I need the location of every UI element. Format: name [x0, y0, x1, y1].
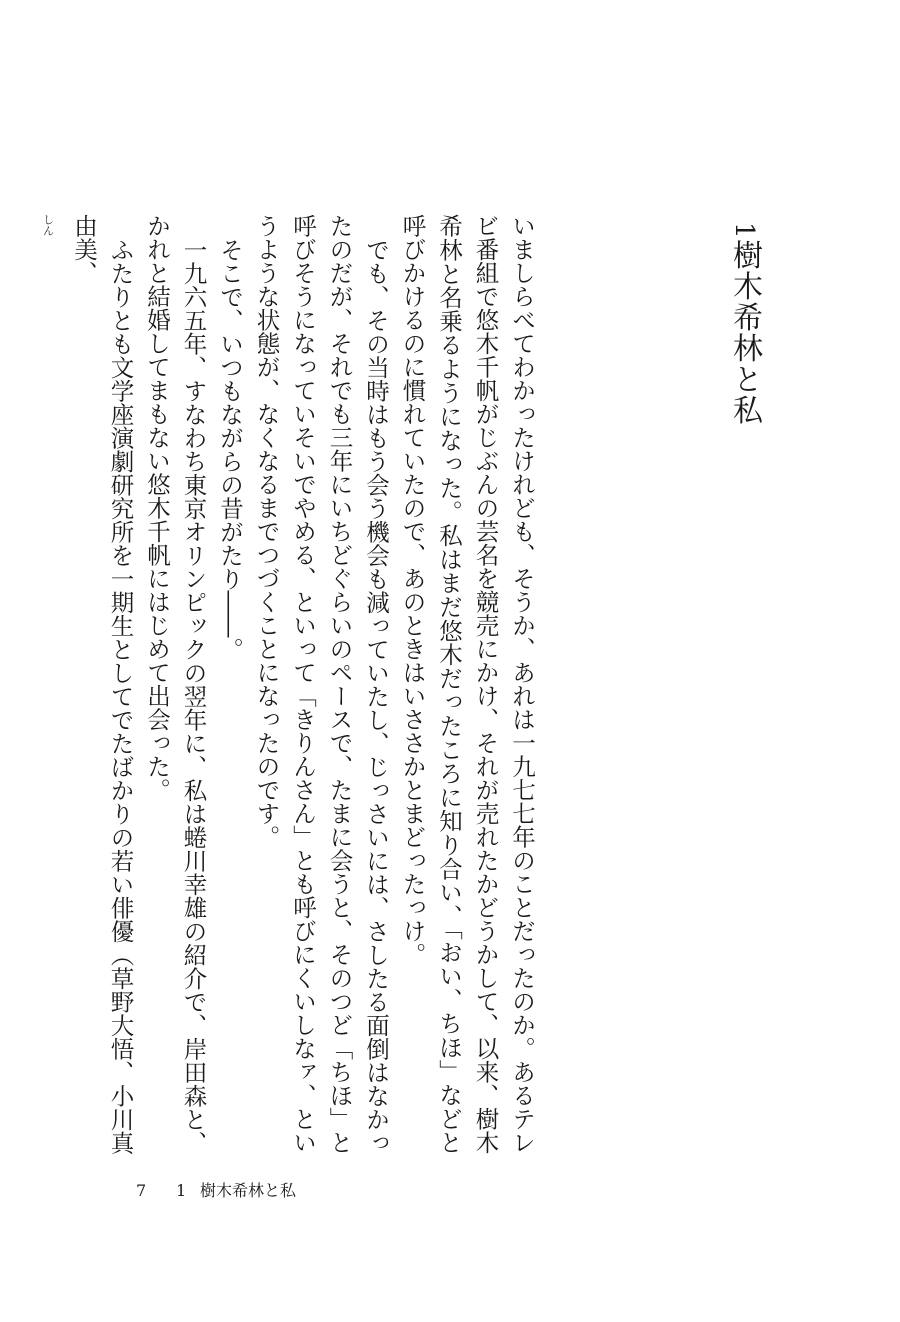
ruby-annotation: しん [41, 214, 55, 236]
page-number: 7 [136, 1181, 147, 1200]
chapter-heading [722, 222, 766, 462]
paragraph-5: ふたりとも文学座演劇研究所を一期生としてでたばかりの若い俳優（草野大悟、小川真由美、 [70, 214, 135, 1154]
chapter-number: 1 [729, 222, 759, 240]
chapter-title: 樹木希林と私 [727, 239, 762, 426]
footer-chapter-title: 樹木希林と私 [200, 1181, 297, 1200]
body-text [41, 214, 540, 1154]
footer-chapter-number: 1 [176, 1181, 187, 1200]
paragraph-4: 一九六五年、すなわち東京オリンピックの翌年に、私は蜷川幸雄の紹介で、岸田森と、かれと結婚してまもない悠木千帆にはじめて出会った。 [143, 214, 208, 1154]
running-footer [136, 1180, 296, 1202]
paragraph-3: そこで、いつもながらの昔がたり――。 [216, 237, 244, 661]
paragraph-2: でも、その当時はもう会う機会も減っていたし、じっさいには、さしたる面倒はなかったのだが、それでも三年にいちどぐらいのペースで、たまに会うと、そのつど「ちほ」と呼びそうになっていそいでやめる、といって「きりんさん」とも呼びにくいしなァ、というような状態が、なくなるまでつづくことになったのです。 [252, 214, 390, 1154]
paragraph-1: いましらべてわかったけれども、そうか、あれは一九七七年のことだったのか。あるテレビ番組で悠木千帆がじぶんの芸名を競売にかけ、それが売れたかどうかして、以来、樹木希林と名乗るようになった。私はまだ悠木だったころに知り合い、「おい、ちほ」などと呼びかけるのに慣れていたので、あのときはいささかとまどったっけ。 [398, 214, 536, 1154]
